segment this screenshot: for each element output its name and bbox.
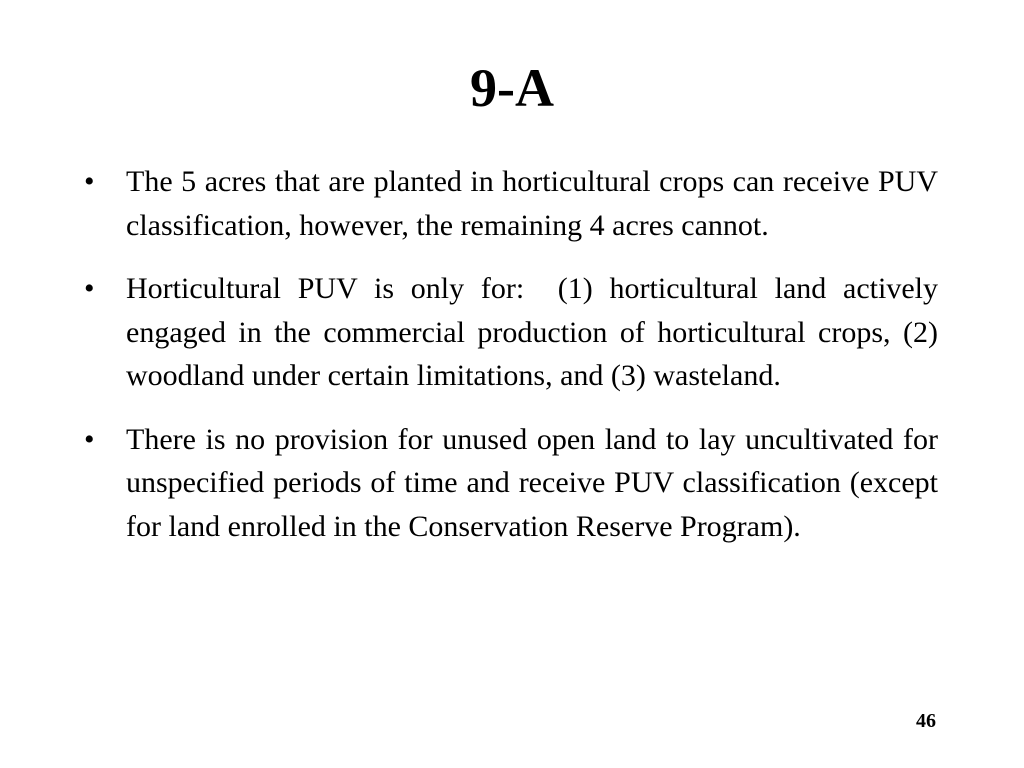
- bullet-icon: •: [84, 422, 95, 456]
- slide-title: 9-A: [470, 58, 554, 118]
- bullet-text: Horticultural PUV is only for: (1) horticultural land actively engaged in the commercial production of horticultural crops, (2) woodland under certain limitations, and (3) wasteland.: [126, 272, 946, 392]
- bullet-list: [82, 160, 946, 568]
- bullet-icon: •: [84, 272, 95, 305]
- bullet-text: There is no provision for unused open land to lay uncultivated for unspecified periods of time and receive PUV classification (except for land enrolled in the Conservation Reserve Program).: [126, 422, 946, 543]
- list-item: [82, 418, 946, 549]
- page-number: 46: [916, 710, 936, 732]
- list-item: [82, 160, 946, 247]
- bullet-text: The 5 acres that are planted in horticultural crops can receive PUV classification, however, the remaining 4 acres cannot.: [126, 165, 946, 242]
- list-item: [82, 267, 946, 398]
- bullet-icon: •: [84, 165, 95, 198]
